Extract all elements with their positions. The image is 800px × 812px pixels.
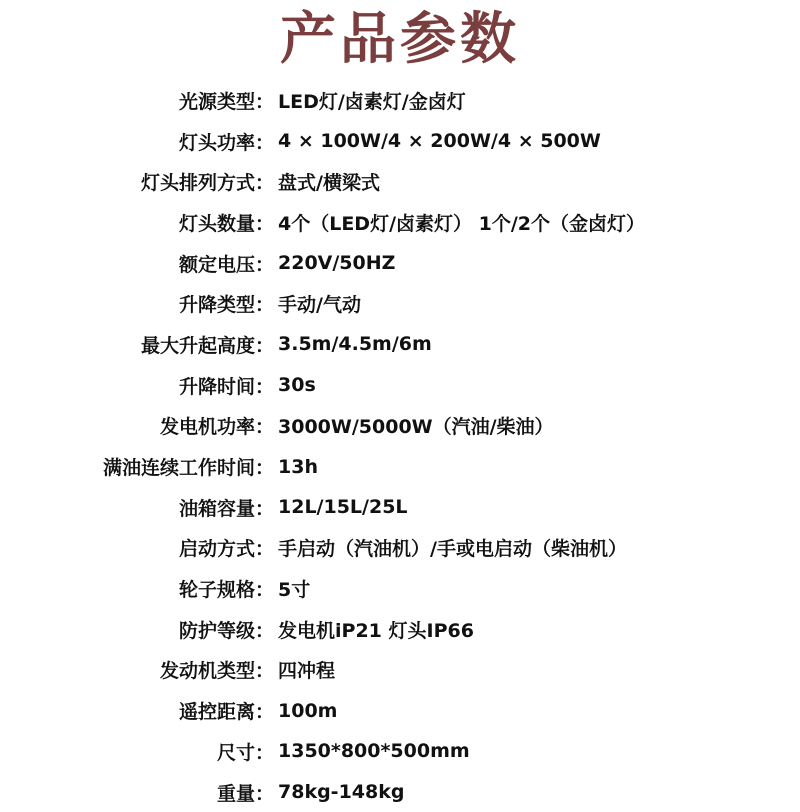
spec-row-tank-capacity — [0, 487, 800, 528]
spec-label: 最大升起高度： — [140, 334, 274, 357]
spec-value: 盘式/横梁式 — [278, 172, 380, 195]
page-title: 产品参数 — [280, 7, 520, 72]
spec-value: LED灯/卤素灯/金卤灯 — [278, 90, 466, 113]
spec-label: 升降类型： — [178, 294, 274, 317]
spec-row-engine-type — [0, 650, 800, 691]
spec-value: 手动/气动 — [278, 294, 361, 317]
spec-row-lamp-count — [0, 202, 800, 243]
spec-label: 满油连续工作时间： — [102, 457, 274, 480]
spec-row-light-source — [0, 80, 800, 121]
spec-list — [0, 80, 800, 812]
spec-label: 灯头数量： — [178, 212, 274, 235]
spec-value: 5寸 — [278, 579, 311, 602]
spec-row-protection-rating — [0, 609, 800, 650]
spec-row-lamp-power — [0, 121, 800, 162]
spec-value: 手启动（汽油机）/手或电启动（柴油机） — [278, 538, 627, 561]
spec-label: 油箱容量： — [178, 497, 274, 520]
spec-value: 12L/15L/25L — [278, 496, 408, 519]
spec-row-lift-type — [0, 283, 800, 324]
spec-label: 升降时间： — [178, 375, 274, 398]
spec-label: 尺寸： — [216, 741, 274, 764]
spec-label: 重量： — [216, 782, 274, 805]
spec-value: 4个（LED灯/卤素灯） 1个/2个（金卤灯） — [278, 212, 646, 235]
spec-label: 遥控距离： — [178, 701, 274, 724]
spec-value: 四冲程 — [278, 660, 336, 683]
spec-label: 启动方式： — [178, 538, 274, 561]
spec-row-dimensions — [0, 731, 800, 772]
spec-label: 额定电压： — [178, 253, 274, 276]
spec-row-max-height — [0, 324, 800, 365]
spec-label: 防护等级： — [178, 619, 274, 642]
spec-value: 220V/50HZ — [278, 252, 396, 275]
spec-row-lamp-arrangement — [0, 161, 800, 202]
spec-label: 灯头功率： — [178, 131, 274, 154]
spec-row-generator-power — [0, 406, 800, 447]
spec-value: 100m — [278, 699, 338, 722]
spec-row-runtime — [0, 446, 800, 487]
spec-value: 4 × 100W/4 × 200W/4 × 500W — [278, 130, 601, 153]
spec-value: 1350*800*500mm — [278, 740, 470, 763]
spec-label: 发动机类型： — [159, 660, 274, 683]
spec-row-weight — [0, 772, 800, 812]
spec-value: 78kg-148kg — [278, 781, 405, 804]
spec-row-remote-distance — [0, 690, 800, 731]
spec-label: 发电机功率： — [159, 416, 274, 439]
spec-row-lift-time — [0, 365, 800, 406]
spec-row-rated-voltage — [0, 243, 800, 284]
spec-label: 轮子规格： — [178, 579, 274, 602]
spec-value: 3.5m/4.5m/6m — [278, 333, 432, 356]
spec-label: 灯头排列方式： — [140, 172, 274, 195]
spec-value: 30s — [278, 374, 316, 397]
spec-row-wheel-size — [0, 568, 800, 609]
spec-label: 光源类型： — [178, 90, 274, 113]
spec-value: 发电机iP21 灯头IP66 — [278, 619, 474, 642]
spec-value: 3000W/5000W（汽油/柴油） — [278, 416, 554, 439]
spec-value: 13h — [278, 455, 318, 478]
spec-row-start-method — [0, 528, 800, 569]
